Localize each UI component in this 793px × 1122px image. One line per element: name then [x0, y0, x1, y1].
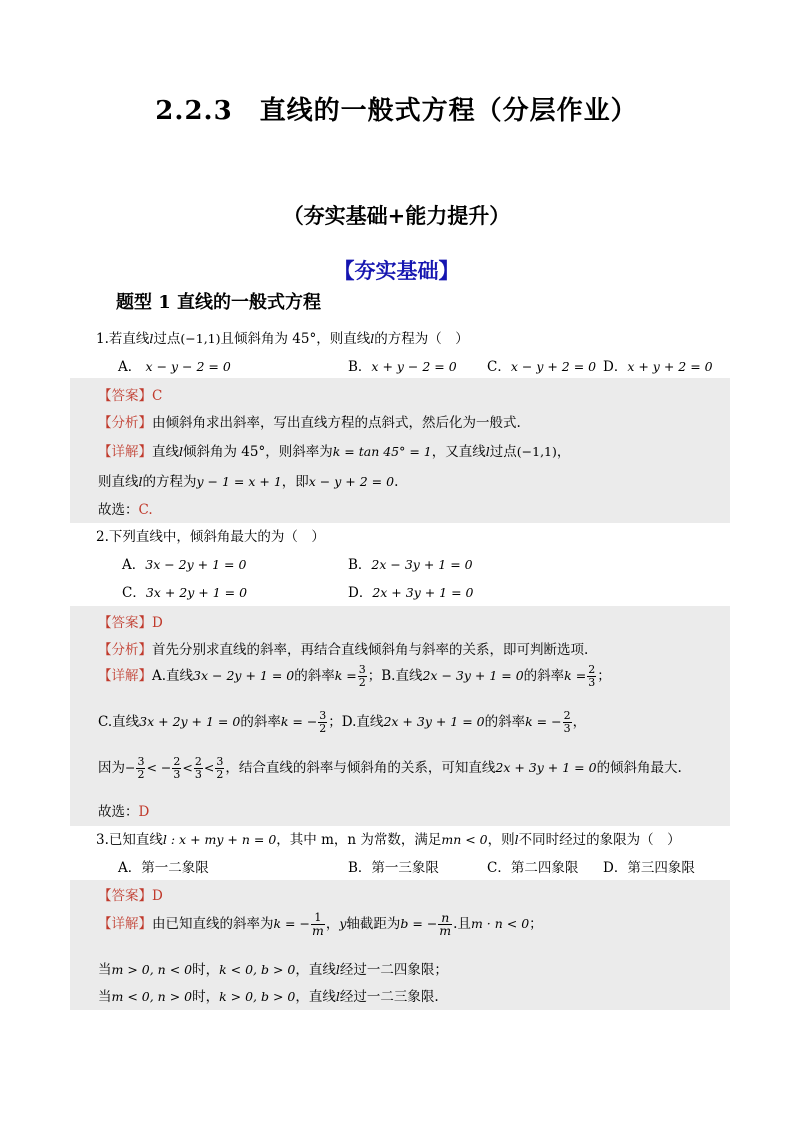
question-3-option-a: A．第一二象限 [118, 860, 209, 876]
detail-line-3: 因为− $\frac{3}{2}$ < − $\frac{2}{3}$ < $\frac{2}{3}$ < $\frac{3}{2}$ ，结合直线的斜率与倾斜角的关系，可知直线2x + 3y + 1 = 0的倾斜角最大. [98, 755, 682, 781]
fraction: $\frac{3}{2}$ [216, 755, 224, 781]
detail-line-3: 当m < 0, n > 0时，k > 0, b > 0，直线l经过一二三象限. [98, 989, 439, 1005]
fraction: $\frac{2}{3}$ [194, 755, 202, 781]
question-2-solution [70, 606, 730, 826]
question-2-option-b: B．2x − 3y + 1 = 0 [348, 557, 473, 573]
detail-line-1: 【详解】A.直线3x − 2y + 1 = 0的斜率k = $\frac{3}{2}$ ；B.直线2x − 3y + 1 = 0的斜率k = $\frac{2}{3}$ ； [98, 663, 611, 689]
choose-line: 故选：C. [98, 502, 153, 518]
question-1-option-a: A． x − y − 2 = 0 [118, 359, 231, 375]
fraction: $\frac{3}{2}$ [319, 709, 327, 735]
answer-line: 【答案】D [98, 615, 163, 631]
page-title: 2.2.3 直线的一般式方程（分层作业） [155, 96, 638, 126]
question-3-option-d: D．第三四象限 [603, 860, 695, 876]
detail-line-1: 【详解】直线l倾斜角为 45°，则斜率为k = tan 45° = 1，又直线l过点(−1,1)， [98, 444, 571, 460]
analysis-line: 【分析】首先分别求直线的斜率，再结合直线倾斜角与斜率的关系，即可判断选项. [98, 642, 589, 658]
question-1-solution [70, 378, 730, 523]
detail-line-1: 【详解】由已知直线的斜率为k = − $\frac{1}{m}$ ，y轴截距为b = − $\frac{n}{m}$ .且m · n < 0； [98, 910, 543, 938]
question-1-option-d: D．x + y + 2 = 0 [603, 359, 713, 375]
section-heading: 【夯实基础】 [333, 258, 460, 283]
question-3-solution [70, 880, 730, 1010]
fraction: $\frac{n}{m}$ [439, 910, 452, 938]
answer-line: 【答案】D [98, 888, 163, 904]
analysis-line: 【分析】由倾斜角求出斜率，写出直线方程的点斜式，然后化为一般式. [98, 415, 521, 431]
detail-line-2: C.直线3x + 2y + 1 = 0的斜率k = − $\frac{3}{2}$ ；D.直线2x + 3y + 1 = 0的斜率k = − $\frac{2}{3}$ ， [98, 709, 587, 735]
question-3-option-b: B．第一三象限 [348, 860, 439, 876]
question-2-stem: 2.下列直线中，倾斜角最大的为（ ） [96, 529, 325, 545]
fraction: $\frac{1}{m}$ [311, 911, 324, 938]
question-2-option-c: C．3x + 2y + 1 = 0 [122, 585, 248, 601]
question-2-option-d: D．2x + 3y + 1 = 0 [348, 585, 474, 601]
choose-line: 故选：D [98, 804, 150, 820]
question-1-option-b: B．x + y − 2 = 0 [348, 359, 457, 375]
question-1-stem: 1.若直线l过点(−1,1)且倾斜角为 45°，则直线l的方程为（ ） [96, 331, 469, 347]
question-2-option-a: A．3x − 2y + 1 = 0 [122, 557, 247, 573]
page-subtitle: （夯实基础+能力提升） [282, 203, 511, 228]
fraction: $\frac{3}{2}$ [358, 663, 366, 689]
question-3-stem: 3.已知直线l : x + my + n = 0，其中 m，n 为常数，满足mn < 0，则l不同时经过的象限为（ ） [96, 832, 681, 848]
fraction: $\frac{2}{3}$ [588, 663, 596, 689]
type-heading: 题型 1 直线的一般式方程 [116, 292, 322, 313]
detail-line-2: 当m > 0, n < 0时，k < 0, b > 0，直线l经过一二四象限； [98, 962, 448, 978]
fraction: $\frac{2}{3}$ [563, 709, 571, 735]
answer-line: 【答案】C [98, 388, 163, 404]
question-3-option-c: C．第二四象限 [487, 860, 579, 876]
fraction: $\frac{2}{3}$ [173, 755, 181, 781]
detail-line-2: 则直线l的方程为y − 1 = x + 1，即x − y + 2 = 0. [98, 474, 399, 490]
question-1-option-c: C．x − y + 2 = 0 [487, 359, 597, 375]
fraction: $\frac{3}{2}$ [137, 755, 145, 781]
